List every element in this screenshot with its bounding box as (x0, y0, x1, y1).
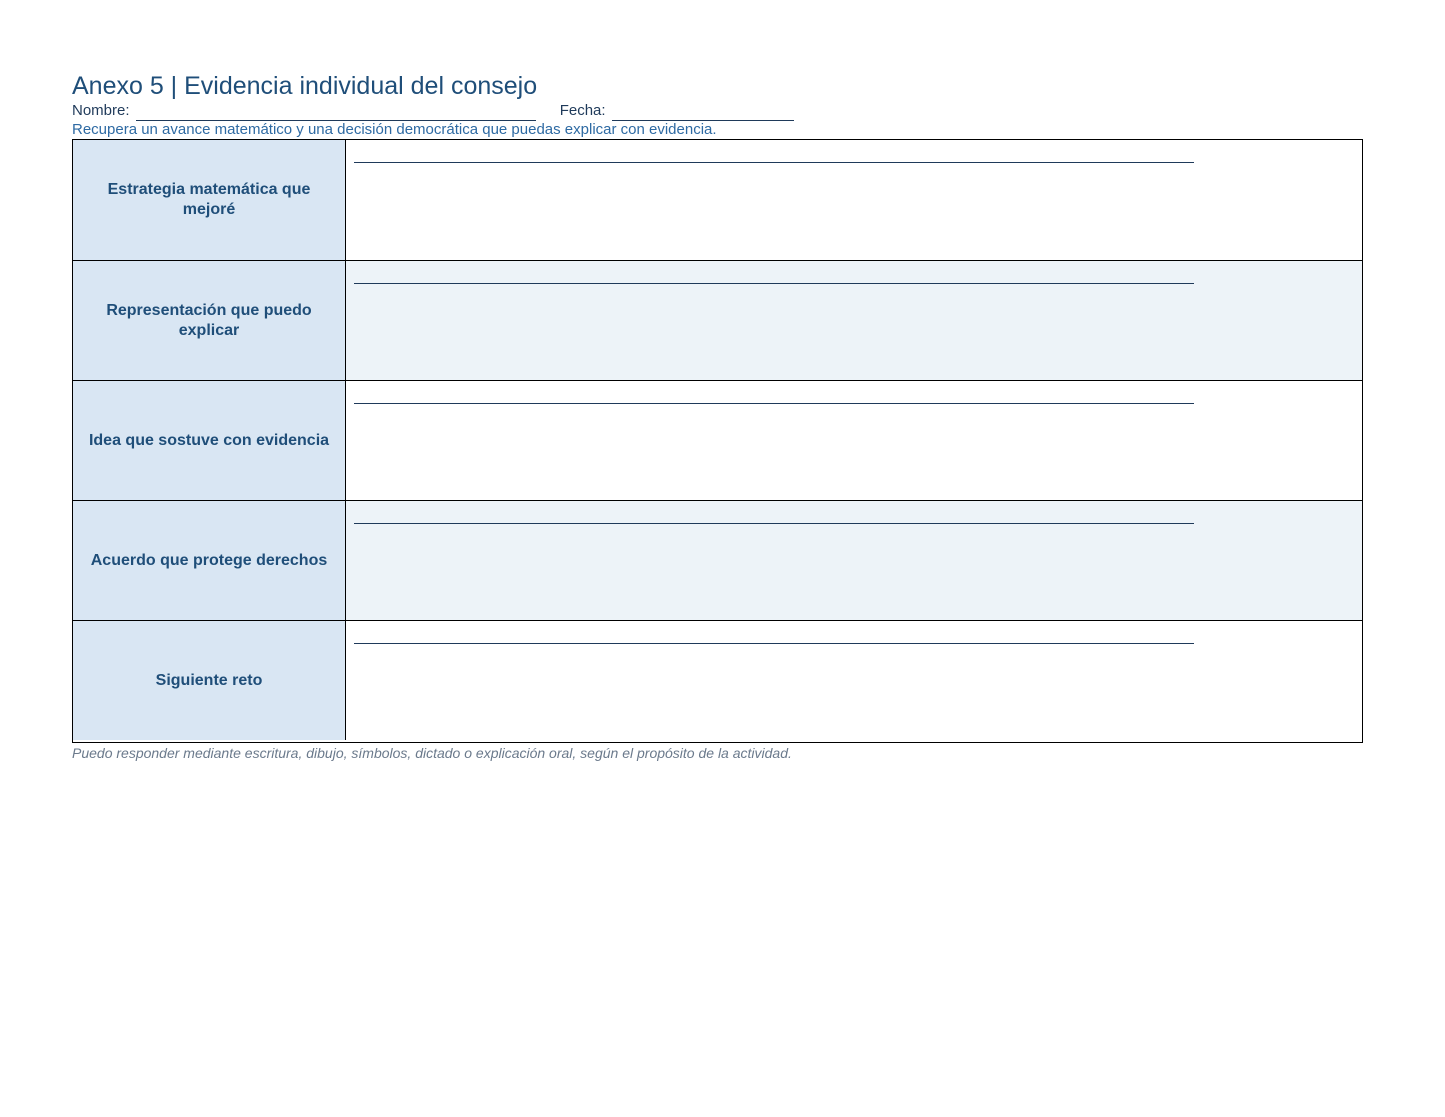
answer-cell[interactable] (346, 501, 1362, 620)
name-blank[interactable] (136, 105, 536, 121)
answer-cell[interactable] (346, 140, 1362, 260)
row-label: Acuerdo que protege derechos (73, 501, 346, 620)
table-row (73, 260, 1362, 380)
answer-line (354, 162, 1194, 163)
table-row (73, 620, 1362, 740)
row-label: Siguiente reto (73, 621, 346, 740)
row-label: Idea que sostuve con evidencia (73, 381, 346, 500)
answer-line (354, 283, 1194, 284)
answer-line (354, 643, 1194, 644)
name-label: Nombre: (72, 102, 130, 119)
answer-cell[interactable] (346, 261, 1362, 380)
footnote: Puedo responder mediante escritura, dibujo, símbolos, dictado o explicación oral, según el propósito de la actividad. (72, 745, 792, 761)
page-title: Anexo 5 | Evidencia individual del consejo (72, 72, 538, 100)
answer-cell[interactable] (346, 621, 1362, 740)
answer-cell[interactable] (346, 381, 1362, 500)
instruction-text: Recupera un avance matemático y una decisión democrática que puedas explicar con evidencia. (72, 121, 717, 138)
table-row (73, 500, 1362, 620)
row-label: Estrategia matemática que mejoré (73, 140, 346, 260)
table-row (73, 140, 1362, 260)
answer-line (354, 523, 1194, 524)
row-label: Representación que puedo explicar (73, 261, 346, 380)
table-row (73, 380, 1362, 500)
evidence-table (72, 139, 1363, 743)
header-fields (72, 101, 794, 121)
date-blank[interactable] (612, 105, 794, 121)
answer-line (354, 403, 1194, 404)
date-label: Fecha: (559, 102, 606, 119)
